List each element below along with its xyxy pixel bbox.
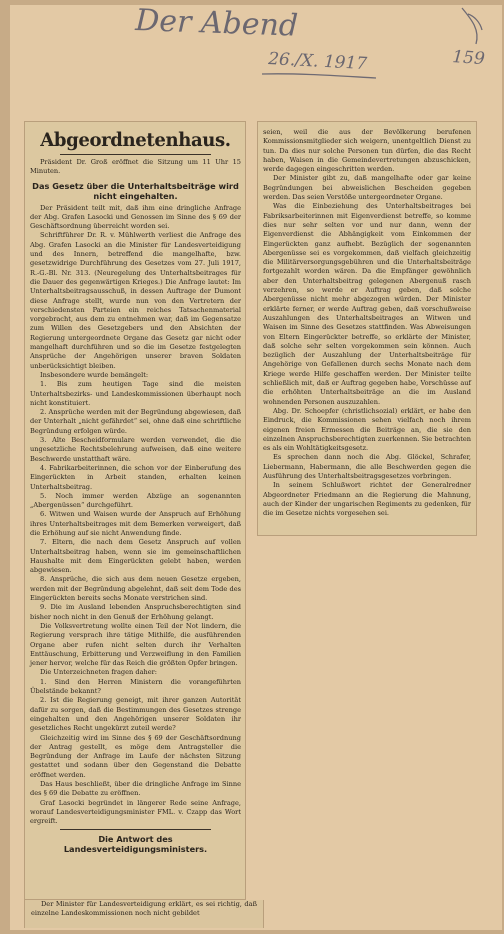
left-paragraph: Graf Lasocki begründet in längerer Rede seine Anfrage, worauf Landesverteidigungsminister FML. v. Czapp das Wort ergreift. [30, 798, 241, 826]
handwritten-number: 159 [451, 47, 486, 70]
left-paragraph: Das Haus beschließt, über die dringliche Anfrage im Sinne des § 69 die Debatte zu eröffnen. [30, 780, 241, 798]
right-paragraph: In seinem Schlußwort richtet der Generalredner Abgeordneter Friedmann an die Regierung die Mahnung, auch der Kinder der ungarischen Regiments zu gedenken, für die im Gesetze nichts vorgesehen sei. [263, 481, 471, 518]
tail-paragraph: Der Minister für Landesverteidigung erklärt, es sei richtig, daß einzelne Landeskommissionen noch nicht gebildet [31, 900, 257, 918]
article-subheadline: Die Antwort des Landesverteidigungsministers. [63, 834, 208, 855]
handwritten-title: Der Abend [134, 3, 299, 44]
right-paragraph: Der Minister gibt zu, daß mangelhafte oder gar keine Begründungen bei abweislichen Bescheiden gegeben werden. Das seien Verstöße untergeordneter Organe. [263, 174, 471, 202]
section-rule [60, 829, 211, 830]
left-paragraph: Schriftführer Dr. R. v. Mühlwerth verliest die Anfrage des Abg. Grafen Lasocki an die Minister für Landesverteidigung und des Innern, betreffend die mangelhafte, bzw. gesetzwidrige Durchführung des Gesetzes vom 27. Juli 1917, R.-G.-Bl. Nr. 313. (Neuregelung des Unterhaltsbeitrages für die Dauer des gegenwärtigen Krieges.) Die Anfrage lautet: Im Unterhaltsbeitragsausschuß, in dessen Auftrage der Dumont diese Anfrage stellt, wurde nun von den Vertretern der verschiedensten Parteien ein reiches Tatsachenmaterial vorgebracht, aus dem zu entnehmen war, daß im Gegensatze zum Willen des Gesetzgebers und den Absichten der Regierung untergeordnete Organe das Gesetz gar nicht oder mangelhaft durchführen und so die im Gesetze festgelegten Ansprüche der Angehörigen unserer braven Soldaten unberücksichtigt bleiben. [30, 231, 241, 370]
session-opening: Präsident Dr. Groß eröffnet die Sitzung um 11 Uhr 15 Minuten. [30, 158, 241, 176]
left-paragraph: 7. Eltern, die nach dem Gesetz Anspruch auf vollen Unterhaltsbeitrag haben, wenn sie im gemeinschaftlichen Haushalte mit dem Eingerückten gelebt haben, werden abgewiesen. [30, 538, 241, 575]
left-paragraph: 1. Sind den Herren Ministern die vorangeführten Übelstände bekannt? [30, 677, 241, 696]
left-paragraph: Insbesondere wurde bemängelt: [40, 370, 149, 379]
left-paragraph: Gleichzeitig wird im Sinne des § 69 der Geschäftsordnung der Antrag gestellt, es möge dem Antragsteller die Begründung der Anfrage im Laufe der nächsten Sitzung gestattet und sodann über den Gegenstand die Debatte eröffnet werden. [30, 733, 241, 779]
left-paragraph: 2. Ansprüche werden mit der Begründung abgewiesen, daß der Unterhalt „nicht gefährdet“ sei, ohne daß eine schriftliche Begründung erfolgen würde. [30, 408, 241, 435]
left-paragraph: 3. Alte Bescheidformulare werden verwendet, die die ungesetzliche Rechtsbelehrung aufweisen, daß eine weitere Beschwerde unstatthaft wäre. [30, 436, 241, 463]
corner-mark [462, 8, 482, 44]
date-underline [262, 74, 376, 78]
article-masthead: Abgeordnetenhaus. [40, 129, 231, 151]
left-paragraph: Die Volksvertretung wollte einen Teil der Not lindern, die Regierung versprach ihre tätige Mithilfe, die ausführenden Organe aber rufen nicht selten durch ihr Verhalten Enttäuschung, Erbitterung und Verzweiflung in den Familien jener hervor, welche für das Reich die größten Opfer bringen. [30, 621, 241, 668]
left-paragraph: 6. Witwen und Waisen wurde der Anspruch auf Erhöhung ihres Unterhaltsbeitrages mit dem Bemerken verweigert, daß die Erhöhung auf sie nicht Anwendung finde. [30, 510, 241, 537]
left-paragraph: 2. Ist die Regierung geneigt, mit ihrer ganzen Autorität dafür zu sorgen, daß die Bestimmungen des Gesetzes strenge eingehalten und den Angehörigen unserer Soldaten ihr gesetzliches Recht ungekürzt zuteil werde? [30, 696, 241, 733]
article-headline: Das Gesetz über die Unterhaltsbeiträge wird nicht eingehalten. [32, 180, 239, 201]
left-paragraph: 1. Bis zum heutigen Tage sind die meisten Unterhaltsbezirks- und Landeskommissionen überhaupt noch nicht konstituiert. [30, 380, 241, 407]
handwritten-date: 26./X. 1917 [267, 49, 368, 75]
left-paragraph: 9. Die im Ausland lebenden Anspruchsberechtigten sind bisher noch nicht in den Genuß der Erhöhung gelangt. [30, 603, 241, 621]
right-paragraph: Was die Einbeziehung des Unterhaltsbeitrages bei Fabriksarbeiterinnen mit Eigenverdienst betreffe, so komme dies nur sehr selten vor und nur dann, wenn der Eigenverdienst die Abhängigkeit vom Einkommen der Eingerückten ganz aufhebt. Bezüglich der sogenannten Abergenüsse sei es vorgekommen, daß vielfach gleichzeitig die Militärversorgungsgebühren und die Unterhaltsbeiträge fortgezahlt worden wären. Da die Empfänger gewöhnlich aber den Unterhaltsbeitrag gelegenen Abergenuß rasch verzehren, so werde er Auftrag geben, daß solche Abergenüsse nicht mehr abgezogen würden. Der Minister erklärte ferner, er werde Auftrag geben, daß vorschußweise Auszahlungen des Unterhaltsbeitrages an Witwen und Waisen im Sinne des Gesetzes stattfinden. Was Abweisungen von Eltern Eingerückter betreffe, so erklärte der Minister, daß solche sehr selten vorgekommen sein können. Auch bezüglich der Auszahlung der Unterhaltsbeiträge für Angehörige von Gefallenen durch sechs Monate nach dem Kriege werde Hilfe geschaffen werden. Der Minister teilte schließlich mit, daß er Auftrag gegeben habe, Vorschüsse auf die erhöhten Unterhaltsbeiträge an die im Ausland wohnenden Personen auszuzahlen. [263, 202, 471, 406]
clipping-left-column [24, 121, 246, 900]
right-paragraph: Abg. Dr. Schoepfer (christlichsozial) erklärt, er habe den Eindruck, die Kommissionen sehen vielfach noch ihrem eigenen freien Ermessen die Beiträge an, die sie den einzelnen Anspruchsberechtigten zuerkennen. Sie betrachten es als ein Wohltätigkeitsgesetz. [263, 406, 471, 453]
left-paragraph: Die Unterzeichneten fragen daher: [40, 668, 158, 677]
right-paragraph: Es sprechen dann noch die Abg. Glöckel, Schrafer, Liebermann, Habermann, die alle Beschwerden gegen die Ausführung des Unterhaltsbeitragsgesetzes vorbringen. [263, 453, 471, 480]
right-paragraph: seien, weil die aus der Bevölkerung berufenen Kommissionsmitglieder sich weigern, unentgeltlich Dienst zu tun. Da dies nur solche Personen tun dürfen, die das Recht haben, Waisen in die Gemeindevertretungen abzuschicken, werde dagegen eingeschritten werden. [263, 128, 471, 174]
handwritten-annotations [0, 0, 504, 110]
left-paragraph: Der Präsident teilt mit, daß ihm eine dringliche Anfrage der Abg. Grafen Lasocki und Genossen im Sinne des § 69 der Geschäftsordnung überreicht worden sei. [30, 203, 241, 231]
masthead-rule [60, 154, 211, 155]
clipping-right-column [257, 121, 477, 536]
left-paragraph: 4. Fabrikarbeiterinnen, die schon vor der Einberufung des Eingerückten in Arbeit standen, erhalten keinen Unterhaltsbeitrag. [30, 463, 241, 491]
left-paragraph: 8. Ansprüche, die sich aus dem neuen Gesetze ergeben, werden mit der Begründung abgelehnt, daß seit dem Tode des Eingerückten bereits sechs Monate verstrichen sind. [30, 575, 241, 603]
clipping-left-tail [24, 900, 264, 928]
left-paragraph: 5. Noch immer werden Abzüge an sogenannten „Abergenüssen“ durchgeführt. [30, 491, 241, 510]
